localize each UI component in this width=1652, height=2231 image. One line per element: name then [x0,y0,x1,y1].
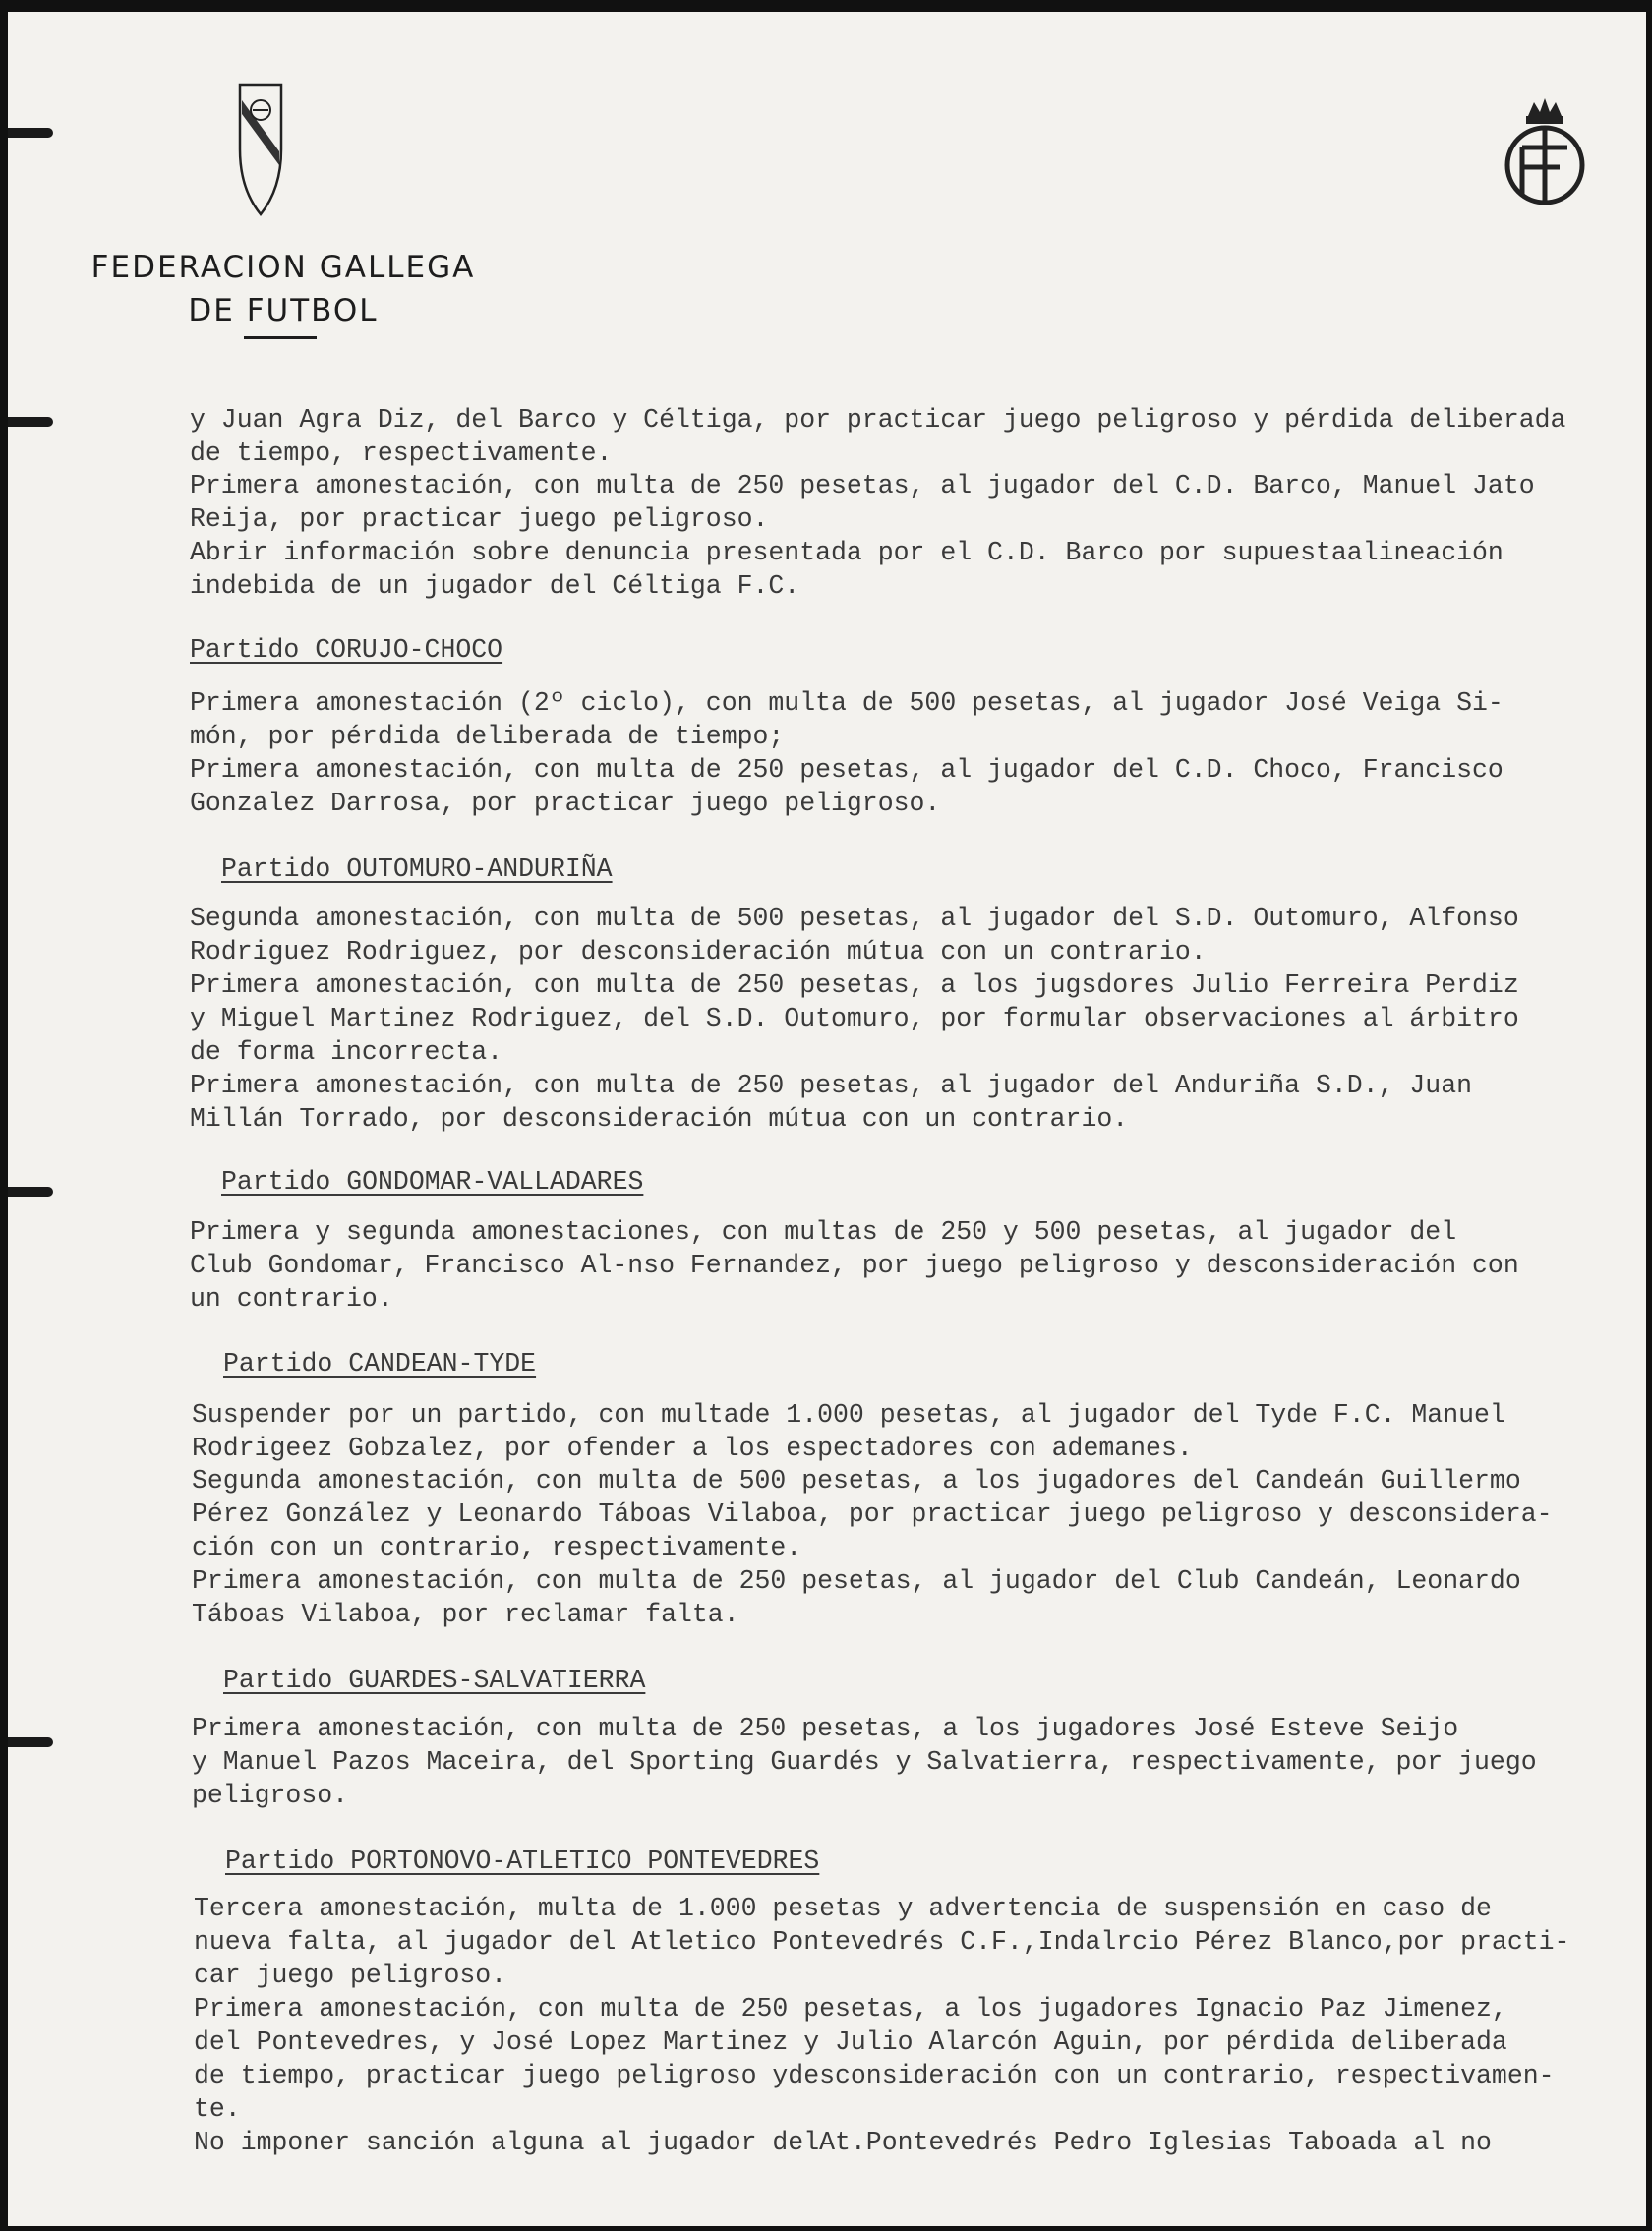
text-line: ción con un contrario, respectivamente. [192,1533,802,1562]
text-line: Primera amonestación, con multa de 250 pesetas, al jugador del C.D. Barco, Manuel Jato [190,471,1535,500]
text-line: Primera amonestación, con multa de 250 pesetas, a los jugadores José Esteve Seijo [192,1714,1459,1743]
section-heading: Partido PORTONOVO-ATLETICO PONTEVEDRES [225,1847,820,1876]
text-line: y Miguel Martinez Rodriguez, del S.D. Outomuro, por formular observaciones al árbitro [190,1004,1519,1033]
text-line: Rodrigeez Gobzalez, por ofender a los espectadores con ademanes. [192,1434,1193,1463]
section-heading: Partido OUTOMURO-ANDURIÑA [221,854,613,884]
text-line: y Juan Agra Diz, del Barco y Céltiga, por practicar juego peligroso y pérdida deliberada [190,405,1566,435]
text-line: nueva falta, al jugador del Atletico Pontevedrés C.F.,Indalrcio Pérez Blanco,por practi- [194,1927,1570,1957]
text-line: Rodriguez Rodriguez, por desconsideración mútua con un contrario. [190,937,1207,967]
text-line: Primera amonestación, con multa de 250 pesetas, al jugador del Anduriña S.D., Juan [190,1071,1473,1100]
text-line: Reija, por practicar juego peligroso. [190,504,769,534]
text-line: Primera amonestación, con multa de 250 pesetas, a los jugadores Ignacio Paz Jimenez, [194,1994,1507,2024]
section-heading: Partido CANDEAN-TYDE [223,1349,537,1379]
text-line: Pérez González y Leonardo Táboas Vilaboa, por practicar juego peligroso y desconsidera- [192,1499,1553,1529]
text-line: Táboas Vilaboa, por reclamar falta. [192,1600,739,1629]
text-line: Primera amonestación, con multa de 250 pesetas, a los jugsdores Julio Ferreira Perdiz [190,970,1519,1000]
section-heading: Partido GUARDES-SALVATIERRA [223,1666,646,1695]
text-line: Gonzalez Darrosa, por practicar juego peligroso. [190,789,941,818]
text-line: Primera y segunda amonestaciones, con multas de 250 y 500 pesetas, al jugador del [190,1217,1457,1247]
text-line: un contrario. [190,1284,393,1314]
text-line: te. [194,2094,241,2124]
text-line: món, por pérdida deliberada de tiempo; [190,722,785,751]
text-line: de tiempo, respectivamente. [190,439,613,468]
text-line: Primera amonestación, con multa de 250 pesetas, al jugador del Club Candeán, Leonardo [192,1566,1521,1596]
text-line: Tercera amonestación, multa de 1.000 pesetas y advertencia de suspensión en caso de [194,1894,1492,1923]
text-line: Club Gondomar, Francisco Al-nso Fernandez, por juego peligroso y desconsideración con [190,1251,1519,1280]
text-line: Abrir información sobre denuncia presentada por el C.D. Barco por supuestaalineación [190,538,1504,567]
text-line: peligroso. [192,1781,349,1810]
text-line: Suspender por un partido, con multade 1.000 pesetas, al jugador del Tyde F.C. Manuel [192,1400,1505,1430]
text-line: car juego peligroso. [194,1961,507,1990]
text-line: indebida de un jugador del Céltiga F.C. [190,571,800,601]
text-line: de tiempo, practicar juego peligroso ydesconsideración con un contrario, respectivamen- [194,2061,1555,2090]
text-line: Millán Torrado, por desconsideración mútua con un contrario. [190,1104,1129,1134]
text-line: del Pontevedres, y José Lopez Martinez y Julio Alarcón Aguin, por pérdida deliberada [194,2027,1507,2057]
text-line: No imponer sanción alguna al jugador delAt.Pontevedrés Pedro Iglesias Taboada al no [194,2128,1492,2157]
federation-name-line1: FEDERACION GALLEGA [90,250,476,285]
section-heading: Partido CORUJO-CHOCO [190,635,503,665]
text-line: Segunda amonestación, con multa de 500 pesetas, a los jugadores del Candeán Guillermo [192,1466,1521,1496]
federation-name-line2: DE FUTBOL [188,293,379,328]
text-line: Primera amonestación, con multa de 250 pesetas, al jugador del C.D. Choco, Francisco [190,755,1504,785]
text-line: y Manuel Pazos Maceira, del Sporting Guardés y Salvatierra, respectivamente, por juego [192,1747,1537,1777]
text-line: Primera amonestación (2º ciclo), con multa de 500 pesetas, al jugador José Veiga Si- [190,688,1504,718]
text-line: de forma incorrecta. [190,1037,503,1067]
text-line: Segunda amonestación, con multa de 500 pesetas, al jugador del S.D. Outomuro, Alfonso [190,904,1519,933]
section-heading: Partido GONDOMAR-VALLADARES [221,1167,644,1197]
